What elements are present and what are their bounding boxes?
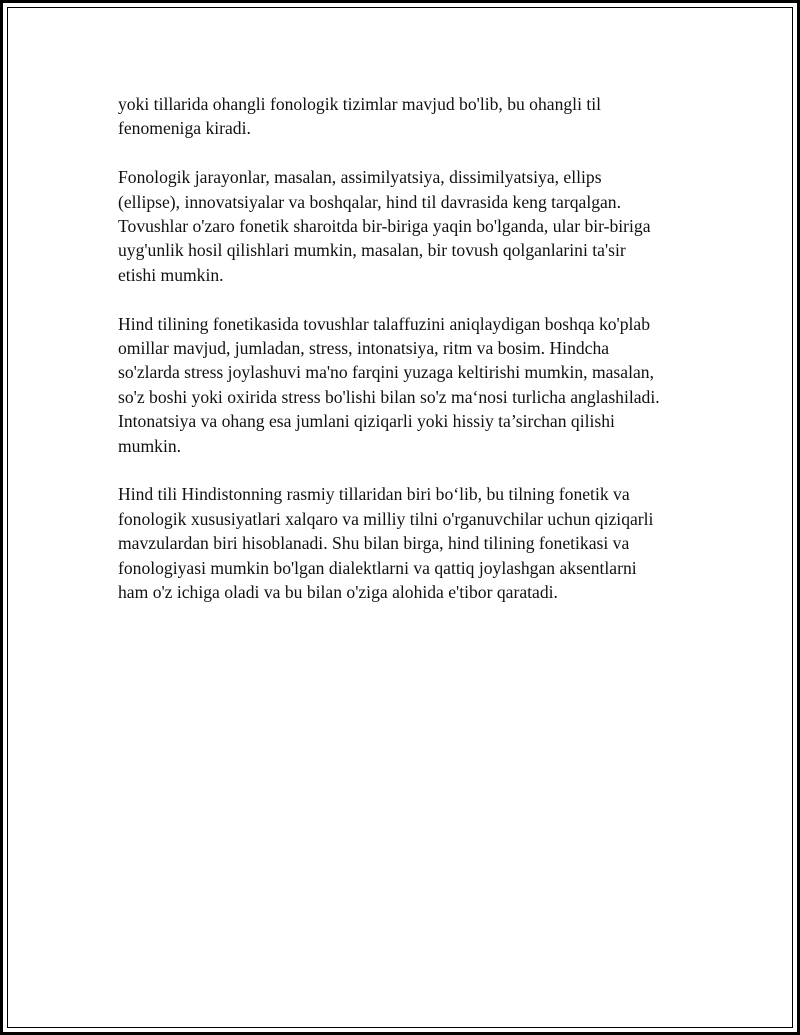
document-body bbox=[118, 92, 688, 629]
text-line: Hind tilining fonetikasida tovushlar talaffuzini aniqlaydigan boshqa ko'plab bbox=[118, 313, 651, 334]
paragraph-2 bbox=[118, 165, 688, 287]
paragraph-1 bbox=[118, 92, 688, 141]
text-line: uyg'unlik hosil qilishlari mumkin, masalan, bir tovush qolganlarini ta'sir bbox=[118, 240, 626, 261]
text-line: Hind tili Hindistonning rasmiy tillaridan biri bo‘lib, bu tilning fonetik va bbox=[118, 484, 630, 505]
text-line: fonologik xususiyatlari xalqaro va milliy tilni o'rganuvchilar uchun qiziqarli bbox=[118, 508, 654, 529]
text-line: so'z boshi yoki oxirida stress bo'lishi bilan so'z ma‘nosi turlicha anglashiladi. bbox=[118, 386, 660, 407]
text-line: yoki tillarida ohangli fonologik tizimlar mavjud bo'lib, bu ohangli til bbox=[118, 94, 602, 114]
text-line: fonologiyasi mumkin bo'lgan dialektlarni va qattiq joylashgan aksentlarni bbox=[118, 557, 637, 578]
text-line: (ellipse), innovatsiyalar va boshqalar, hind til davrasida keng tarqalgan. bbox=[118, 191, 622, 212]
text-line: Intonatsiya va ohang esa jumlani qiziqarli yoki hissiy ta’sirchan qilishi bbox=[118, 411, 615, 432]
text-line: Fonologik jarayonlar, masalan, assimilyatsiya, dissimilyatsiya, ellips bbox=[118, 167, 602, 188]
text-line: etishi mumkin. bbox=[118, 264, 224, 285]
text-line: so'zlarda stress joylashuvi ma'no farqini yuzaga keltirishi mumkin, masalan, bbox=[118, 362, 654, 383]
text-line: mavzulardan biri hisoblanadi. Shu bilan birga, hind tilining fonetikasi va bbox=[118, 533, 630, 554]
paragraph-3 bbox=[118, 312, 688, 458]
text-line: fenomeniga kiradi. bbox=[118, 118, 251, 139]
text-line: mumkin. bbox=[118, 435, 182, 456]
text-line: Tovushlar o'zaro fonetik sharoitda bir-biriga yaqin bo'lganda, ular bir-biriga bbox=[118, 216, 651, 237]
paragraph-4 bbox=[118, 482, 688, 604]
text-line: omillar mavjud, jumladan, stress, intonatsiya, ritm va bosim. Hindcha bbox=[118, 338, 610, 359]
text-line: ham o'z ichiga oladi va bu bilan o'ziga alohida e'tibor qaratadi. bbox=[118, 582, 558, 603]
